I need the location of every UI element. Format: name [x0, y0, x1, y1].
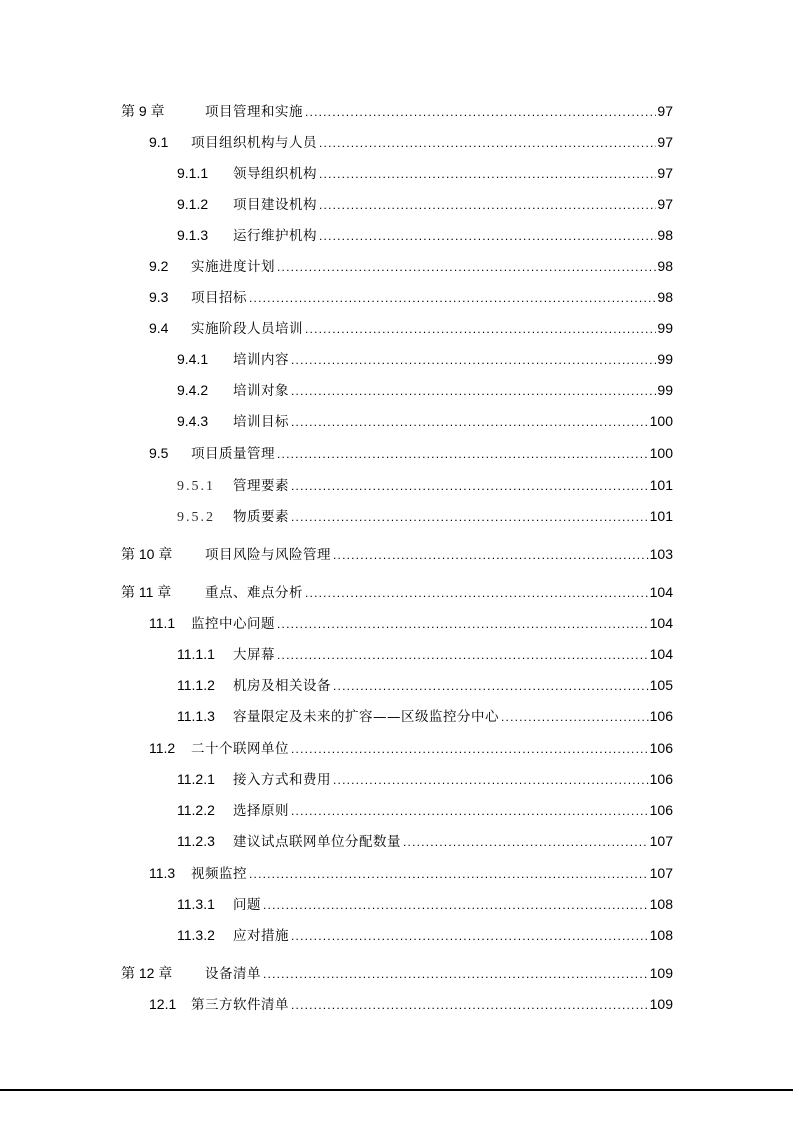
toc-entry-page: 108	[649, 927, 673, 943]
toc-entry[interactable]	[177, 831, 673, 851]
dot-leader	[291, 381, 656, 401]
toc-entry[interactable]	[149, 738, 673, 758]
dot-leader	[291, 476, 649, 496]
dot-leader	[249, 864, 649, 884]
toc-entry-number: 11.1.1	[177, 646, 215, 662]
toc-entry[interactable]	[177, 894, 673, 914]
toc-entry-page: 100	[649, 445, 673, 461]
dot-leader	[319, 195, 656, 215]
toc-entry[interactable]	[149, 256, 673, 276]
toc-entry-number: 9.5.1	[177, 479, 215, 494]
toc-entry-page: 97	[657, 165, 673, 181]
toc-entry-page: 98	[657, 289, 673, 305]
toc-entry-page: 103	[649, 546, 673, 562]
dot-leader	[277, 257, 656, 277]
toc-entry-page: 106	[649, 708, 673, 724]
toc-entry-title: 机房及相关设备	[233, 678, 331, 694]
toc-entry-page: 99	[657, 351, 673, 367]
toc-entry-page: 99	[657, 382, 673, 398]
toc-entry[interactable]	[177, 644, 673, 664]
toc-entry-title: 视频监控	[191, 866, 247, 882]
dot-leader	[305, 319, 656, 339]
dot-leader	[319, 164, 656, 184]
dot-leader	[333, 545, 649, 565]
toc-entry-title: 实施进度计划	[191, 259, 275, 275]
toc-entry-title: 领导组织机构	[233, 166, 317, 182]
toc-entry-number: 11.1	[149, 615, 176, 631]
toc-entry-page: 107	[649, 865, 673, 881]
toc-entry-title: 监控中心问题	[191, 616, 275, 632]
toc-entry[interactable]	[121, 963, 673, 983]
toc-entry-number: 12.1	[149, 996, 177, 1012]
toc-entry-number: 9.1.1	[177, 165, 209, 181]
footer-divider	[0, 1089, 793, 1091]
toc-entry-number: 11.1.2	[177, 677, 215, 693]
toc-entry-number: 11.3	[149, 865, 176, 881]
toc-entry-page: 97	[657, 103, 673, 119]
toc-entry[interactable]	[149, 613, 673, 633]
toc-entry-title: 培训内容	[233, 352, 289, 368]
toc-entry[interactable]	[177, 769, 673, 789]
toc-entry-number: 9.4.2	[177, 382, 209, 398]
dot-leader	[249, 288, 656, 308]
toc-entry-page: 98	[657, 227, 673, 243]
dot-leader	[319, 133, 656, 153]
toc-entry-page: 98	[657, 258, 673, 274]
toc-entry[interactable]	[177, 675, 673, 695]
toc-entry-number: 第 9 章	[121, 103, 165, 119]
toc-entry-title: 设备清单	[205, 966, 261, 982]
dot-leader	[277, 614, 649, 634]
dot-leader	[305, 102, 656, 122]
toc-entry-page: 105	[649, 677, 673, 693]
dot-leader	[501, 707, 649, 727]
toc-entry-title: 项目招标	[191, 290, 247, 306]
toc-entry-number: 11.2	[149, 740, 176, 756]
toc-entry[interactable]	[177, 475, 673, 495]
dot-leader	[291, 412, 649, 432]
dot-leader	[291, 507, 649, 527]
toc-entry-title: 项目风险与风险管理	[205, 547, 331, 563]
toc-entry-title: 选择原则	[233, 803, 289, 819]
dot-leader	[305, 583, 649, 603]
toc-entry-page: 106	[649, 740, 673, 756]
toc-entry-number: 11.2.1	[177, 771, 215, 787]
dot-leader	[277, 444, 649, 464]
toc-entry-title: 重点、难点分析	[205, 585, 303, 601]
toc-entry-page: 99	[657, 320, 673, 336]
toc-entry-title: 大屏幕	[233, 647, 275, 663]
toc-entry-page: 104	[649, 615, 673, 631]
toc-entry-number: 9.5.2	[177, 510, 215, 525]
toc-entry-page: 109	[649, 965, 673, 981]
toc-entry-title: 项目管理和实施	[205, 104, 303, 120]
toc-entry-number: 11.3.1	[177, 896, 215, 912]
dot-leader	[263, 964, 649, 984]
dot-leader	[291, 801, 649, 821]
dot-leader	[291, 995, 649, 1015]
toc-entry[interactable]	[177, 349, 673, 369]
toc-entry-page: 108	[649, 896, 673, 912]
toc-entry[interactable]	[177, 706, 673, 726]
dot-leader	[319, 226, 656, 246]
toc-entry-page: 101	[649, 508, 673, 524]
toc-entry[interactable]	[149, 443, 673, 463]
toc-entry-title: 接入方式和费用	[233, 772, 331, 788]
toc-entry-number: 9.5	[149, 445, 169, 461]
toc-entry-number: 9.3	[149, 289, 169, 305]
toc-entry-title: 建议试点联网单位分配数量	[233, 834, 401, 850]
toc-entry-title: 问题	[233, 897, 261, 913]
toc-entry-number: 11.2.3	[177, 833, 215, 849]
toc-entry-title: 培训对象	[233, 383, 289, 399]
toc-entry-number: 11.1.3	[177, 708, 215, 724]
toc-entry-number: 9.2	[149, 258, 169, 274]
toc-entry-title: 项目组织机构与人员	[191, 135, 317, 151]
toc-entry[interactable]	[149, 132, 673, 152]
toc-entry-title: 培训目标	[233, 414, 289, 430]
dot-leader	[277, 645, 649, 665]
dot-leader	[291, 739, 649, 759]
toc-entry[interactable]	[177, 506, 673, 526]
toc-entry-title: 容量限定及未来的扩容——区级监控分中心	[233, 709, 499, 725]
toc-entry-page: 106	[649, 771, 673, 787]
dot-leader	[403, 832, 649, 852]
toc-entry-page: 101	[649, 477, 673, 493]
toc-entry-number: 9.1.3	[177, 227, 209, 243]
toc-entry-page: 97	[657, 196, 673, 212]
toc-entry-page: 106	[649, 802, 673, 818]
toc-entry-number: 9.4	[149, 320, 169, 336]
toc-entry[interactable]	[177, 411, 673, 431]
toc-entry-title: 二十个联网单位	[191, 741, 289, 757]
toc-entry-page: 107	[649, 833, 673, 849]
toc-entry-page: 100	[649, 413, 673, 429]
toc-entry-number: 第 12 章	[121, 965, 173, 981]
toc-entry-page: 97	[657, 134, 673, 150]
toc-entry-number: 11.2.2	[177, 802, 215, 818]
dot-leader	[333, 770, 649, 790]
toc-entry[interactable]	[177, 163, 673, 183]
dot-leader	[263, 895, 649, 915]
toc-entry-title: 物质要素	[233, 509, 289, 525]
toc-entry-number: 11.3.2	[177, 927, 215, 943]
toc-entry-number: 第 10 章	[121, 546, 173, 562]
toc-entry-number: 9.1	[149, 134, 169, 150]
toc-entry-title: 实施阶段人员培训	[191, 321, 303, 337]
toc-entry[interactable]	[149, 287, 673, 307]
toc-entry-number: 第 11 章	[121, 584, 172, 600]
toc-entry-title: 管理要素	[233, 478, 289, 494]
toc-entry-number: 9.1.2	[177, 196, 209, 212]
toc-entry[interactable]	[177, 925, 673, 945]
toc-entry-title: 项目质量管理	[191, 446, 275, 462]
toc-entry-page: 104	[649, 584, 673, 600]
toc-entry[interactable]	[149, 318, 673, 338]
toc-entry[interactable]	[121, 582, 673, 602]
dot-leader	[291, 350, 656, 370]
toc-entry-number: 9.4.3	[177, 413, 209, 429]
toc-entry[interactable]	[177, 380, 673, 400]
dot-leader	[333, 676, 649, 696]
toc-entry-page: 109	[649, 996, 673, 1012]
toc-entry-title: 运行维护机构	[233, 228, 317, 244]
toc-entry[interactable]	[177, 800, 673, 820]
toc-entry-title: 应对措施	[233, 928, 289, 944]
toc-entry-page: 104	[649, 646, 673, 662]
dot-leader	[291, 926, 649, 946]
toc-entry[interactable]	[149, 863, 673, 883]
toc-entry[interactable]	[177, 225, 673, 245]
toc-entry[interactable]	[149, 994, 673, 1014]
toc-entry-number: 9.4.1	[177, 351, 209, 367]
toc-entry[interactable]	[121, 544, 673, 564]
toc-entry-title: 项目建设机构	[233, 197, 317, 213]
toc-entry-title: 第三方软件清单	[191, 997, 289, 1013]
toc-entry[interactable]	[177, 194, 673, 214]
toc-entry[interactable]	[121, 101, 673, 121]
